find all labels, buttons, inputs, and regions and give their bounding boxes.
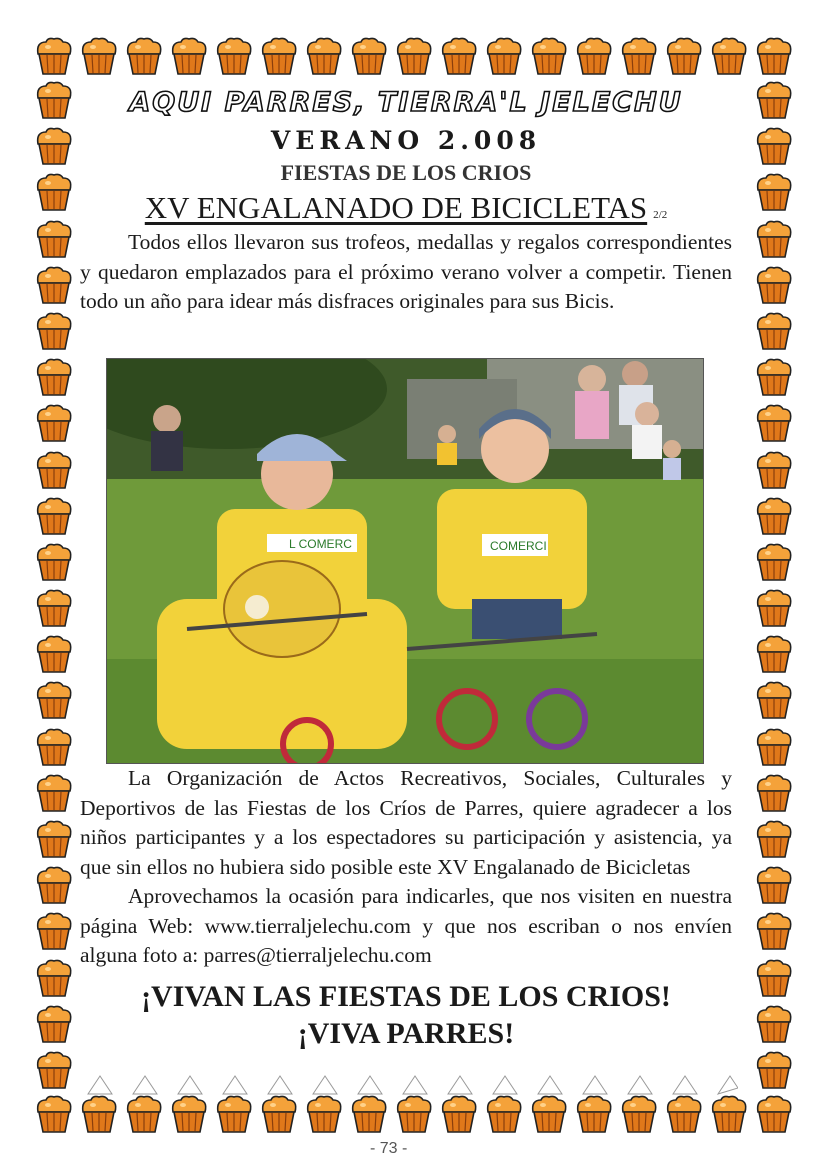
muffin-icon	[304, 36, 344, 76]
website-paragraph: Aprovechamos la ocasión para indicarles, que nos visiten en nuestra página Web: www.tierraljelechu.com y que nos escriban o nos envíen alguna foto a: parres@tierraljelechu.com	[80, 884, 732, 967]
muffin-icon	[214, 36, 254, 76]
muffin-icon	[124, 1094, 164, 1134]
muffin-icon	[34, 542, 74, 582]
muffin-icon	[754, 865, 794, 905]
muffin-icon	[754, 727, 794, 767]
muffin-icon	[619, 36, 659, 76]
muffin-icon	[34, 219, 74, 259]
muffin-icon	[34, 773, 74, 813]
muffin-icon	[34, 80, 74, 120]
muffin-icon	[709, 36, 749, 76]
closing-line-2: ¡VIVA PARRES!	[297, 1016, 515, 1050]
muffin-icon	[754, 126, 794, 166]
muffin-icon	[574, 36, 614, 76]
muffin-icon	[484, 1094, 524, 1134]
muffin-icon	[754, 588, 794, 628]
muffin-icon	[34, 450, 74, 490]
muffin-icon	[439, 36, 479, 76]
muffin-icon	[754, 311, 794, 351]
muffin-border-top	[34, 36, 794, 76]
muffin-icon	[259, 36, 299, 76]
muffin-icon	[754, 172, 794, 212]
muffin-icon	[34, 958, 74, 998]
muffin-icon	[79, 1094, 119, 1134]
closing-line-1: ¡VIVAN LAS FIESTAS DE LOS CRIOS!	[141, 979, 671, 1013]
muffin-icon	[34, 1004, 74, 1044]
page-number: - 73 -	[370, 1140, 408, 1157]
muffin-icon	[754, 1094, 794, 1134]
muffin-icon	[394, 36, 434, 76]
shirt-text-left: L COMERC	[289, 537, 352, 551]
muffin-icon	[529, 1094, 569, 1134]
muffin-icon	[754, 496, 794, 536]
muffin-icon	[79, 36, 119, 76]
muffin-icon	[394, 1094, 434, 1134]
muffin-border-right	[754, 80, 794, 1090]
muffin-icon	[34, 496, 74, 536]
muffin-icon	[484, 36, 524, 76]
muffin-icon	[34, 865, 74, 905]
muffin-icon	[754, 403, 794, 443]
muffin-icon	[439, 1094, 479, 1134]
article-headline	[80, 188, 732, 228]
muffin-icon	[169, 36, 209, 76]
muffin-icon	[34, 265, 74, 305]
intro-paragraph: Todos ellos llevaron sus trofeos, medallas y regalos correspondientes y quedaron emplazados para el próximo verano volver a competir. Tienen todo un año para idear más disfraces originales para sus Bicis.	[80, 230, 732, 313]
lower-text-block	[80, 764, 732, 1053]
muffin-icon	[754, 773, 794, 813]
muffin-icon	[34, 172, 74, 212]
muffin-icon	[754, 1004, 794, 1044]
muffin-icon	[754, 634, 794, 674]
muffin-icon	[34, 1050, 74, 1090]
muffin-icon	[754, 1050, 794, 1090]
page-part-label: 2/2	[653, 209, 668, 221]
muffin-icon	[754, 958, 794, 998]
muffin-icon	[34, 36, 74, 76]
muffin-icon	[34, 403, 74, 443]
muffin-icon	[214, 1094, 254, 1134]
muffin-icon	[34, 357, 74, 397]
muffin-icon	[754, 265, 794, 305]
muffin-icon	[34, 588, 74, 628]
season-title: VERANO 2.008	[270, 126, 542, 155]
section-title: FIESTAS DE LOS CRIOS	[280, 160, 532, 185]
muffin-icon	[754, 680, 794, 720]
thanks-paragraph: La Organización de Actos Recreativos, Sociales, Culturales y Deportivos de las Fiestas de los Críos de Parres, quiere agradecer a los niños participantes y a los espectadores su participación y asistencia, ya que sin ellos no hubiera sido posible este XV Engalanado de Bicicletas	[80, 766, 732, 879]
muffin-icon	[709, 1094, 749, 1134]
muffin-icon	[754, 911, 794, 951]
muffin-icon	[529, 36, 569, 76]
muffin-icon	[754, 450, 794, 490]
muffin-icon	[34, 911, 74, 951]
muffin-icon	[754, 819, 794, 859]
muffin-icon	[754, 357, 794, 397]
muffin-icon	[34, 126, 74, 166]
muffin-icon	[34, 727, 74, 767]
muffin-icon	[349, 36, 389, 76]
muffin-icon	[664, 36, 704, 76]
muffin-icon	[34, 634, 74, 674]
muffin-icon	[259, 1094, 299, 1134]
muffin-icon	[664, 1094, 704, 1134]
muffin-icon	[754, 219, 794, 259]
muffin-icon	[754, 36, 794, 76]
children-bicycles-photo	[106, 358, 704, 764]
muffin-icon	[574, 1094, 614, 1134]
muffin-border-left	[34, 80, 74, 1090]
shirt-text-right: COMERCI	[490, 539, 547, 553]
muffin-icon	[34, 1094, 74, 1134]
muffin-icon	[34, 680, 74, 720]
muffin-icon	[754, 542, 794, 582]
muffin-border-bottom	[34, 1094, 794, 1134]
muffin-icon	[34, 819, 74, 859]
muffin-icon	[34, 311, 74, 351]
muffin-icon	[169, 1094, 209, 1134]
headline-text: XV ENGALANADO DE BICICLETAS	[144, 190, 648, 225]
muffin-icon	[304, 1094, 344, 1134]
muffin-icon	[349, 1094, 389, 1134]
header-block	[80, 84, 732, 317]
muffin-icon	[619, 1094, 659, 1134]
triangle-divider	[78, 1074, 738, 1096]
magazine-title: AQUI PARRES, TIERRA'L JELECHU	[129, 87, 683, 118]
photo-illustration	[107, 359, 703, 763]
muffin-icon	[754, 80, 794, 120]
muffin-icon	[124, 36, 164, 76]
